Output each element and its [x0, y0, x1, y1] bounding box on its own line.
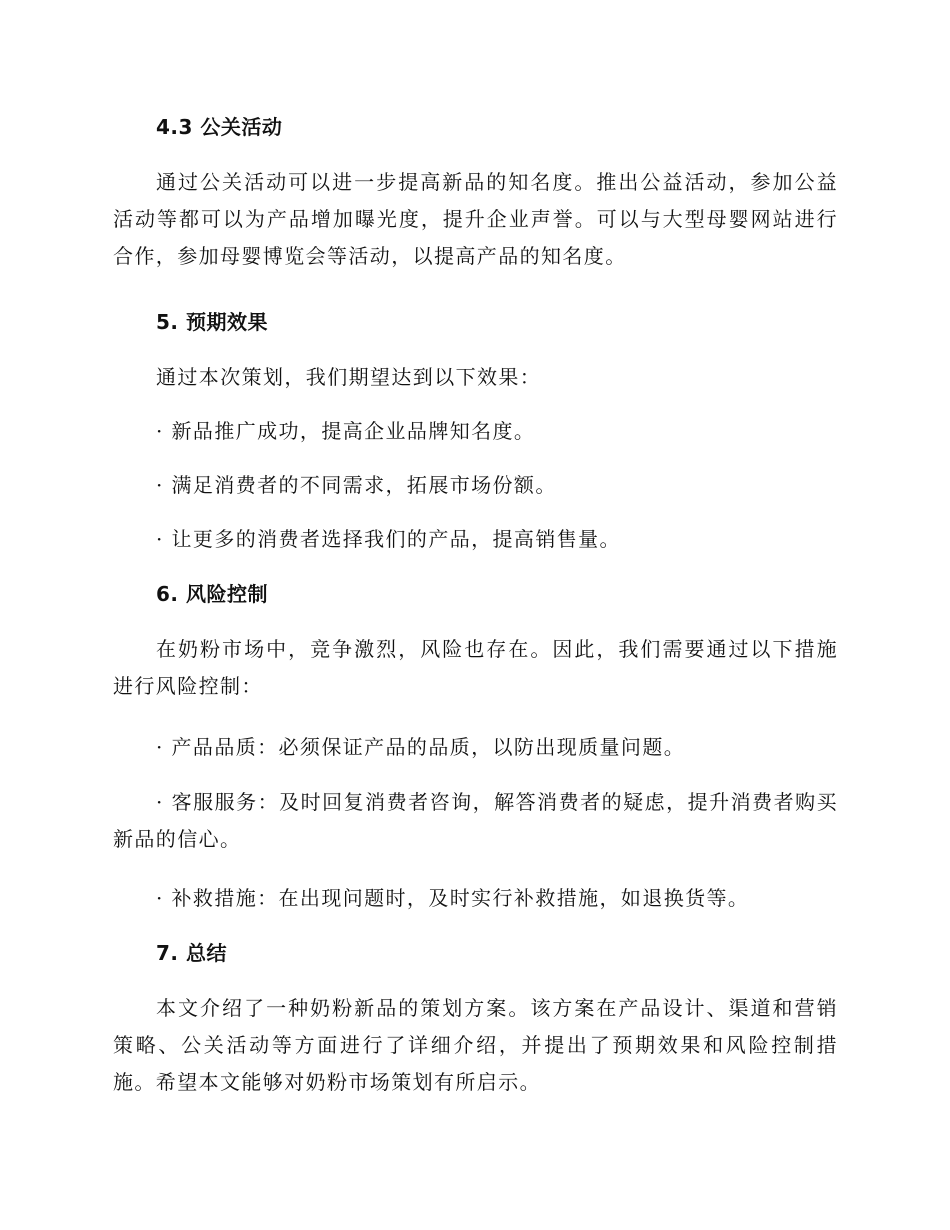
bullet-risk-control-2: · 客服服务：及时回复消费者咨询，解答消费者的疑虑，提升消费者购买新品的信心。: [113, 790, 838, 851]
heading-6-risk-control: 6. 风险控制: [156, 582, 268, 606]
heading-7-summary: 7. 总结: [156, 941, 227, 965]
bullet-expected-effect-2: · 满足消费者的不同需求，拓展市场份额。: [156, 473, 557, 497]
paragraph-public-relations: 通过公关活动可以进一步提高新品的知名度。推出公益活动，参加公益活动等都可以为产品增加曝光度，提升企业声誉。可以与大型母婴网站进行合作，参加母婴博览会等活动，以提高产品的知名度。: [113, 170, 838, 268]
bullet-expected-effect-1: · 新品推广成功，提高企业品牌知名度。: [156, 419, 536, 443]
heading-5-expected-effects: 5. 预期效果: [156, 310, 268, 334]
paragraph-expected-effects-intro: 通过本次策划，我们期望达到以下效果：: [156, 365, 542, 389]
bullet-risk-control-1: · 产品品质：必须保证产品的品质，以防出现质量问题。: [156, 735, 686, 759]
bullet-risk-control-3: · 补救措施：在出现问题时，及时实行补救措施，如退换货等。: [156, 886, 750, 910]
bullet-expected-effect-3: · 让更多的消费者选择我们的产品，提高销售量。: [156, 527, 621, 551]
paragraph-risk-control-intro: 在奶粉市场中，竞争激烈，风险也存在。因此，我们需要通过以下措施进行风险控制：: [113, 637, 838, 698]
heading-4-3-public-relations: 4.3 公关活动: [156, 115, 283, 139]
paragraph-summary: 本文介绍了一种奶粉新品的策划方案。该方案在产品设计、渠道和营销策略、公关活动等方面进行了详细介绍，并提出了预期效果和风险控制措施。希望本文能够对奶粉市场策划有所启示。: [113, 996, 838, 1094]
